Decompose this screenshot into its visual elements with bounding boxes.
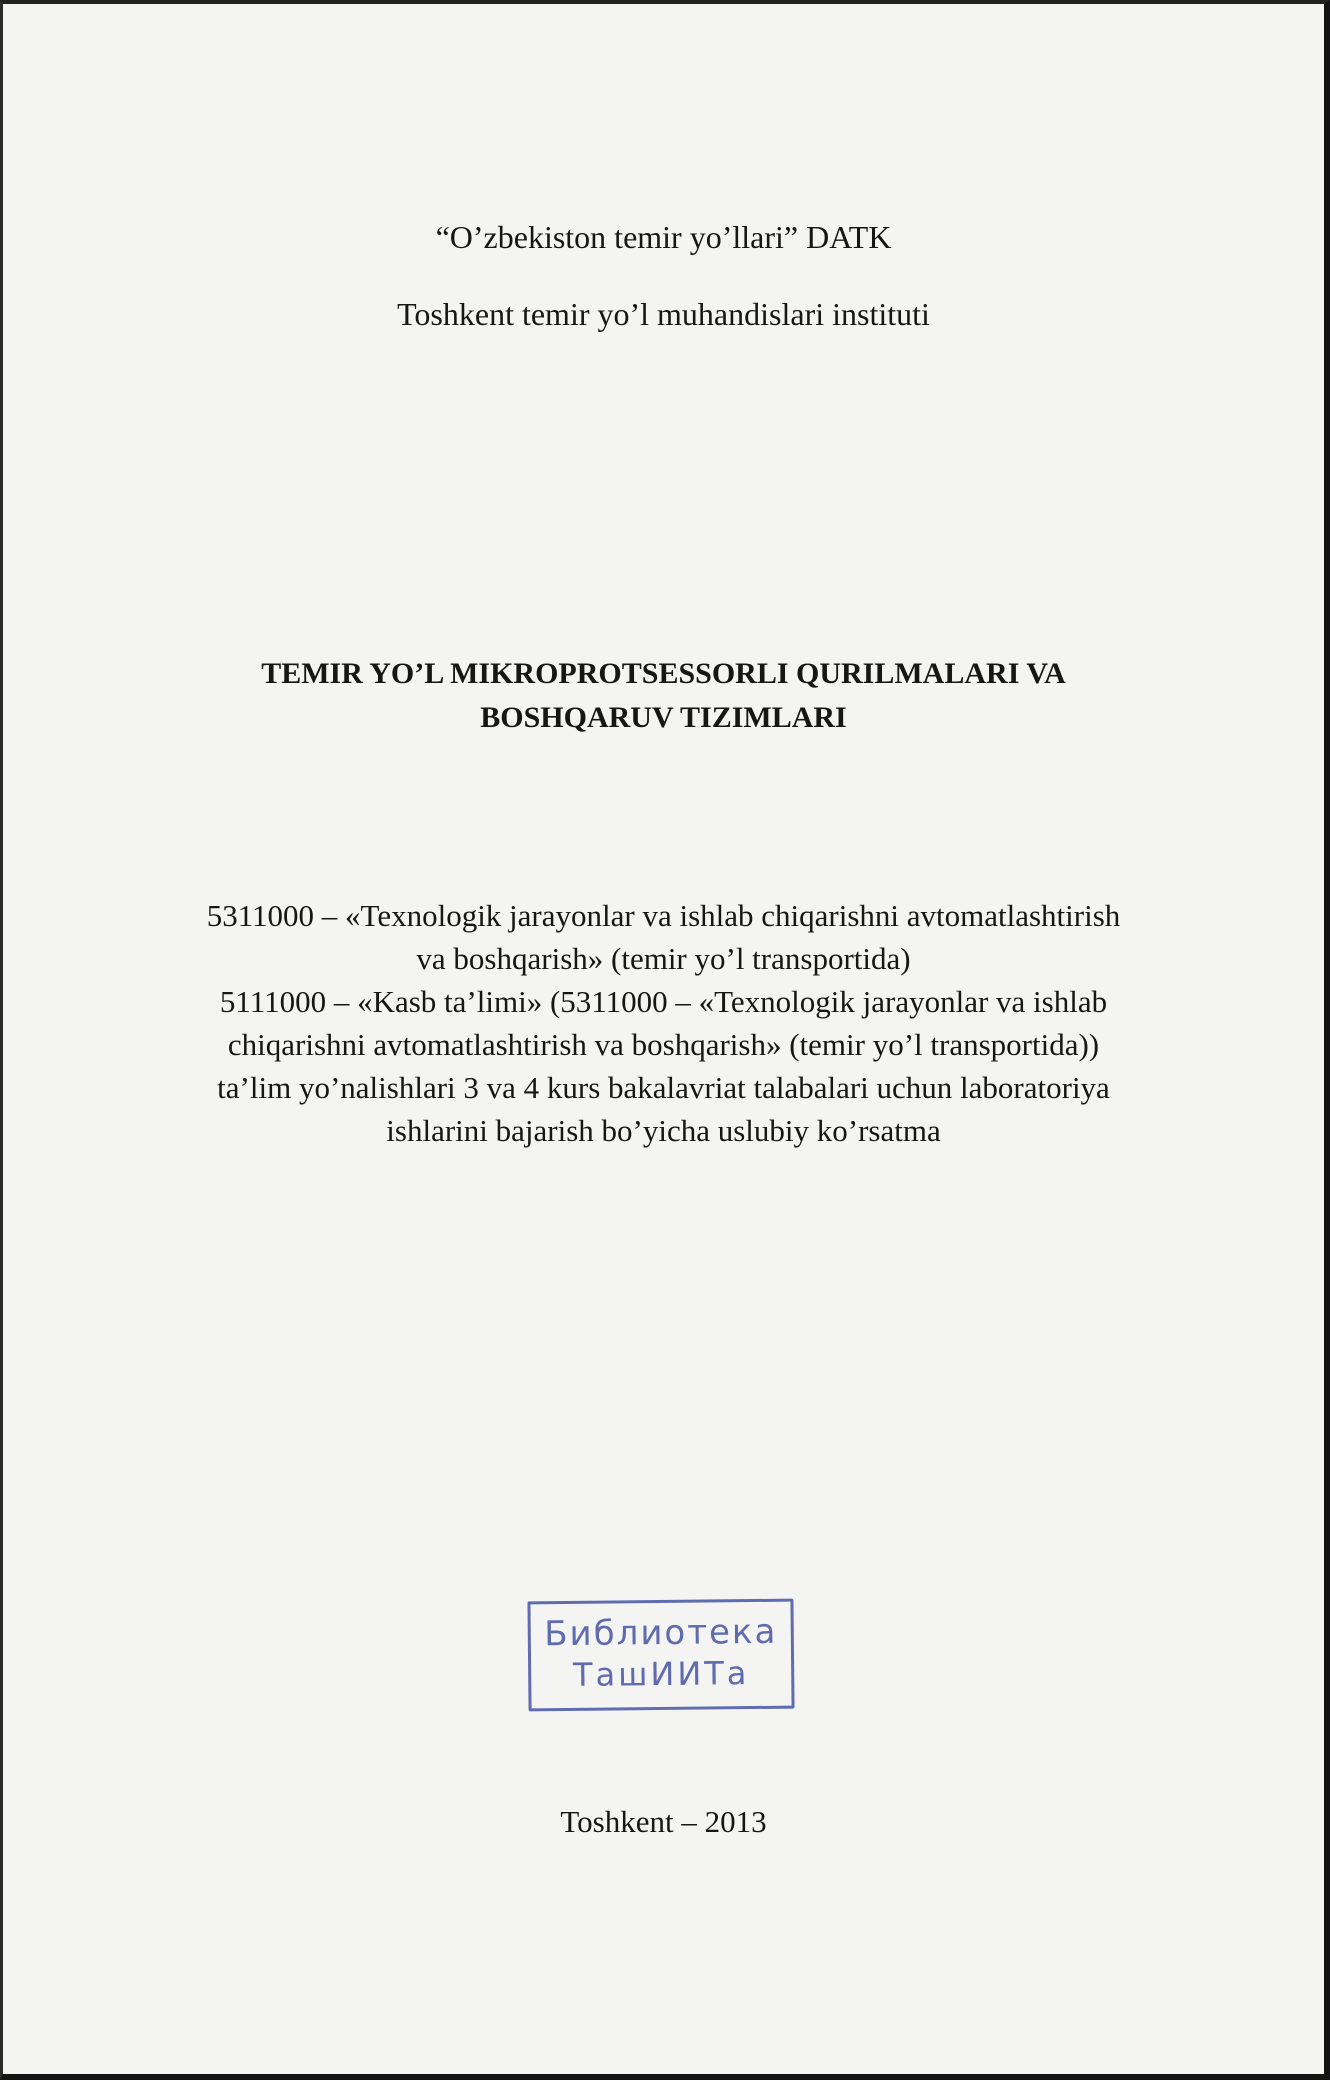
title-line: TEMIR YO’L MIKROPROTSESSORLI QURILMALARI VA [261,657,1066,690]
description-line: chiqarishni avtomatlashtirish va boshqarish» (temir yo’l transportida)) [227,1027,1100,1062]
organization-name: “O’zbekiston temir yo’llari” DATK [435,219,892,255]
description-line: 5111000 – «Kasb ta’limi» (5311000 – «Texnologik jarayonlar va ishlab [219,984,1108,1019]
description-line: 5311000 – «Texnologik jarayonlar va ishlab chiqarishni avtomatlashtirish [206,898,1121,933]
title-line: BOSHQARUV TIZIMLARI [480,701,847,734]
description-line: ta’lim yo’nalishlari 3 va 4 kurs bakalavriat talabalari uchun laboratoriya [217,1070,1110,1105]
institute-name: Toshkent temir yo’l muhandislari instituti [397,296,930,332]
document-description [3,894,1324,1152]
description-line: va boshqarish» (temir yo’l transportida) [416,941,911,976]
library-stamp [527,1599,794,1712]
stamp-line-institute: ТашИИТа [572,1654,750,1694]
document-title [3,652,1324,740]
description-line: ishlarini bajarish bo’yicha uslubiy ko’rsatma [386,1113,941,1148]
place-and-year: Toshkent – 2013 [560,1804,767,1839]
stamp-line-library: Библиотека [544,1611,778,1655]
